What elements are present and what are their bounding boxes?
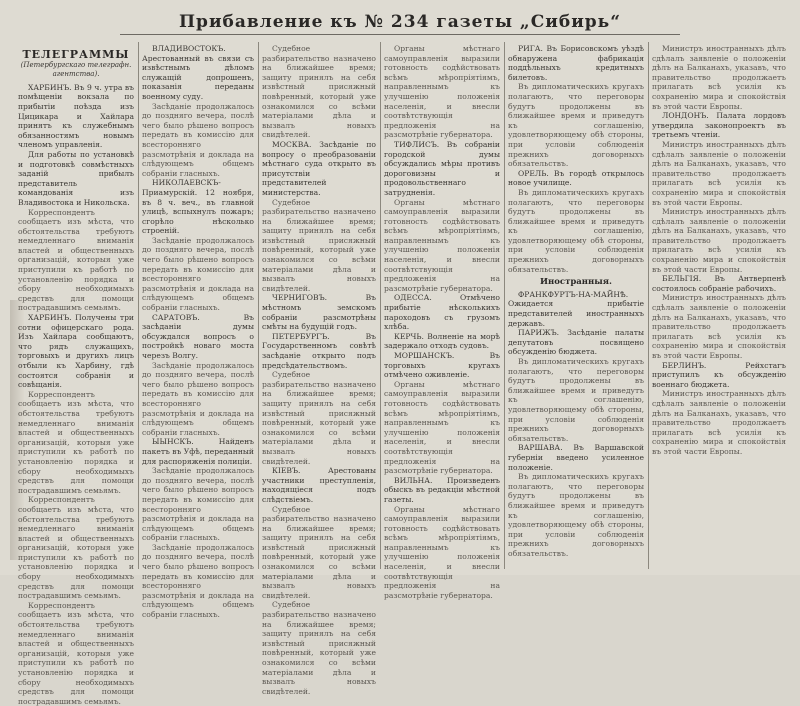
- article-paragraph: ХАРБИНЪ. Получены три сотни офицерскаго рода. Изъ Хайлара сообщаютъ, что рядъ служащихъ, торговыхъ и другихъ лицъ отбыли къ Харбину, гдѣ состоятся собранія и совѣщанія.: [18, 313, 134, 390]
- article-paragraph: ЫЫНСКЪ. Найденъ пакетъ въ Уфѣ, переданный для распоряженія полиціи.: [142, 437, 254, 466]
- article-filler: Въ дипломатическихъ кругахъ полагаютъ, что переговоры будутъ продолжены въ ближайшее время и приведутъ къ соглашенію, удовлетворяющему обѣ стороны, при условіи соблюденія прежнихъ договорныхъ обязательствъ.: [508, 187, 644, 274]
- article-filler: Судебное разбирательство назначено на ближайшее время; защиту принялъ на себя извѣстный присяжный повѣренный, который уже ознакомился со всѣми матеріалами дѣла и вызвалъ новыхъ свидѣтелей.: [262, 370, 376, 466]
- column-4: [384, 44, 500, 600]
- article-filler: Органы мѣстнаго самоуправленія выразили готовность содѣйствовать всѣмъ мѣропріятіямъ, направленнымъ къ улучшенію положенія населенія, и внесли соотвѣтствующія предложенія на разсмотрѣніе губернатора.: [384, 379, 500, 476]
- article-paragraph: ПЕТЕРБУРГЪ. Въ Государственномъ совѣтѣ засѣданіе открыто подъ предсѣдательствомъ.: [262, 331, 376, 370]
- column-3: [262, 44, 376, 696]
- page-title: Прибавление къ № 234 газеты „Сибирь“: [179, 12, 621, 32]
- article-paragraph: САРАТОВЪ. Въ засѣданіи думы обсуждался вопросъ о постройкѣ новаго моста черезъ Волгу.: [142, 312, 254, 360]
- article-paragraph: Для работы по установкѣ и подготовкѣ совмѣстныхъ заданій прибылъ представитель командованія изъ Владивостока и Никольска.: [18, 149, 134, 207]
- article-paragraph: ПАРИЖЪ. Засѣданіе палаты депутатовъ посвящено обсужденію бюджета.: [508, 328, 644, 357]
- column-divider: [380, 42, 381, 569]
- article-filler: Судебное разбирательство назначено на ближайшее время; защиту принялъ на себя извѣстный присяжный повѣренный, который уже ознакомился со всѣми матеріалами дѣла и вызвалъ новыхъ свидѣтелей.: [262, 197, 376, 293]
- article-paragraph: ХАРБИНЪ. Въ 9 ч. утра въ помѣщеніи вокзала по прибытіи поѣзда изъ Цицикара и Хайлара принятъ къ служебнымъ обязанностямъ новымъ членомъ управленія.: [18, 82, 134, 150]
- article-filler: Органы мѣстнаго самоуправленія выразили готовность содѣйствовать всѣмъ мѣропріятіямъ, направленнымъ къ улучшенію положенія населенія, и внесли соотвѣтствующія предложенія на разсмотрѣніе губернатора.: [384, 504, 500, 600]
- article-paragraph: МОСКВА. Засѣданіе по вопросу о преобразованіи мѣстнаго суда открыто въ присутствіи представителей министерства.: [262, 139, 376, 197]
- article-filler: Министръ иностранныхъ дѣлъ сдѣлалъ заявленіе о положеніи дѣлъ на Балканахъ, указавъ, что правительство продолжаетъ прилагать всѣ усилія къ сохраненію мира и спокойствія въ этой части Европы.: [652, 44, 786, 111]
- column-divider: [648, 42, 649, 569]
- article-paragraph: МОРШАНСКЪ. Въ торговыхъ кругахъ отмѣчено оживленіе.: [384, 351, 500, 380]
- column-divider: [258, 42, 259, 569]
- article-paragraph: ЧЕРНИГОВЪ. Въ мѣстномъ земскомъ собраніи разсмотрѣны смѣты на будущій годъ.: [262, 293, 376, 332]
- article-paragraph: ЛОНДОНЪ. Палата лордовъ утвердила законопроектъ въ третьемъ чтеніи.: [652, 111, 786, 140]
- article-filler: Судебное разбирательство назначено на ближайшее время; защиту принялъ на себя извѣстный присяжный повѣренный, который уже ознакомился со всѣми матеріалами дѣла и вызвалъ новыхъ свидѣтелей.: [262, 504, 376, 600]
- article-filler: Засѣданіе продолжалось до поздняго вечера, послѣ чего было рѣшено вопросъ передать въ комиссію для всесторонняго разсмотрѣнія и доклада на слѣдующемъ общемъ собраніи гласныхъ.: [142, 466, 254, 543]
- article-filler: Въ дипломатическихъ кругахъ полагаютъ, что переговоры будутъ продолжены въ ближайшее время и приведутъ къ соглашенію, удовлетворяющему обѣ стороны, при условіи соблюденія прежнихъ договорныхъ обязательствъ.: [508, 82, 644, 169]
- article-filler: Органы мѣстнаго самоуправленія выразили готовность содѣйствовать всѣмъ мѣропріятіямъ, направленнымъ къ улучшенію положенія населенія, и внесли соотвѣтствующія предложенія на разсмотрѣніе губернатора.: [384, 197, 500, 293]
- section-heading: Иностранныя.: [539, 277, 613, 288]
- article-paragraph: ВЛАДИВОСТОКЪ. Арестованный въ связи съ извѣстнымъ дѣломъ служащій допрошенъ, показанія переданы военному суду.: [142, 44, 254, 101]
- article-filler: Министръ иностранныхъ дѣлъ сдѣлалъ заявленіе о положеніи дѣлъ на Балканахъ, указавъ, что правительство продолжаетъ прилагать всѣ усилія къ сохраненію мира и спокойствія въ этой части Европы.: [652, 207, 786, 274]
- article-paragraph: ОРЕЛЬ. Въ городѣ открылось новое училище.: [508, 168, 644, 188]
- column-1: [18, 44, 134, 706]
- article-paragraph: БЕЛЬГІЯ. Въ Антверпенѣ состоялось собраніе рабочихъ.: [652, 274, 786, 293]
- article-filler: Засѣданіе продолжалось до поздняго вечера, послѣ чего было рѣшено вопросъ передать въ комиссію для всесторонняго разсмотрѣнія и доклада на слѣдующемъ общемъ собраніи гласныхъ.: [142, 542, 254, 620]
- masthead-rule: [120, 34, 680, 35]
- article-filler: Засѣданіе продолжалось до поздняго вечера, послѣ чего было рѣшено вопросъ передать въ комиссію для всесторонняго разсмотрѣнія и доклада на слѣдующемъ общемъ собраніи гласныхъ.: [142, 235, 254, 313]
- article-paragraph: РИГА. Въ Борисовскомъ уѣздѣ обнаружена фабрикація поддѣльныхъ кредитныхъ билетовъ.: [508, 44, 644, 82]
- article-filler: Министръ иностранныхъ дѣлъ сдѣлалъ заявленіе о положеніи дѣлъ на Балканахъ, указавъ, что правительство продолжаетъ прилагать всѣ усилія къ сохраненію мира и спокойствія въ этой части Европы.: [652, 139, 786, 207]
- article-filler: Судебное разбирательство назначено на ближайшее время; защиту принялъ на себя извѣстный присяжный повѣренный, который уже ознакомился со всѣми матеріалами дѣла и вызвалъ новыхъ свидѣтелей.: [262, 44, 376, 140]
- article-filler: Корреспондентъ сообщаетъ изъ мѣста, что обстоятельства требуютъ немедленнаго вниманія властей и общественныхъ организацій, которыя уже приступили къ работѣ по установленію порядка и сбору необходимыхъ средствъ для помощи пострадавшимъ семьямъ.: [18, 207, 134, 313]
- article-paragraph: ВИЛЬНА. Произведенъ обыскъ въ редакціи мѣстной газеты.: [384, 475, 500, 504]
- column-2: [142, 44, 254, 620]
- article-paragraph: ОДЕССА. Отмѣчено прибытіе нѣсколькихъ пароходовъ съ грузомъ хлѣба.: [384, 293, 500, 332]
- column-5: [508, 44, 644, 571]
- article-filler: Корреспондентъ сообщаетъ изъ мѣста, что обстоятельства требуютъ немедленнаго вниманія властей и общественныхъ организацій, которыя уже приступили къ работѣ по установленію порядка и сбору необходимыхъ средствъ для помощи пострадавшимъ семьямъ.: [18, 495, 134, 601]
- article-paragraph: ФРАНКФУРТЪ-НА-МАЙНѢ. Ожидается прибытіе представителей иностранныхъ державъ.: [508, 289, 644, 328]
- article-filler: Министръ иностранныхъ дѣлъ сдѣлалъ заявленіе о положеніи дѣлъ на Балканахъ, указавъ, что правительство продолжаетъ прилагать всѣ усилія къ сохраненію мира и спокойствія въ этой части Европы.: [652, 293, 786, 360]
- column-subheading: (Петербургскаго телеграфн. агентства).: [20, 60, 132, 79]
- column-6: [652, 44, 786, 571]
- article-paragraph: НИКОЛАЕВСКЪ-Приамурскій. 12 ноября, въ 8 ч. веч., въ главной улицѣ, вспыхнулъ пожаръ; сгорѣло нѣсколько строеній.: [142, 178, 254, 236]
- article-filler: Засѣданіе продолжалось до поздняго вечера, послѣ чего было рѣшено вопросъ передать въ комиссію для всесторонняго разсмотрѣнія и доклада на слѣдующемъ общемъ собраніи гласныхъ.: [142, 101, 254, 178]
- article-filler: Въ дипломатическихъ кругахъ полагаютъ, что переговоры будутъ продолжены въ ближайшее время и приведутъ къ соглашенію, удовлетворяющему обѣ стороны, при условіи соблюденія прежнихъ договорныхъ обязательствъ.: [508, 472, 644, 558]
- column-heading: ТЕЛЕГРАММЫ: [22, 48, 130, 61]
- article-filler: Судебное разбирательство назначено на ближайшее время; защиту принялъ на себя извѣстный присяжный повѣренный, который уже ознакомился со всѣми матеріалами дѣла и вызвалъ новыхъ свидѣтелей.: [262, 600, 376, 696]
- article-paragraph: ВАРШАВА. Въ Варшавской губерніи введено усиленное положеніе.: [508, 443, 644, 472]
- article-paragraph: КЕРЧЬ. Волненіе на морѣ задержало отходъ судовъ.: [384, 331, 500, 351]
- article-paragraph: КІЕВЪ. Арестованы участники преступленія, находящіеся подъ слѣдствіемъ.: [262, 466, 376, 504]
- article-filler: Въ дипломатическихъ кругахъ полагаютъ, что переговоры будутъ продолжены въ ближайшее время и приведутъ къ соглашенію, удовлетворяющему обѣ стороны, при условіи соблюденія прежнихъ договорныхъ обязательствъ.: [508, 357, 644, 443]
- column-divider: [504, 42, 505, 569]
- masthead: [0, 4, 800, 38]
- article-filler: Министръ иностранныхъ дѣлъ сдѣлалъ заявленіе о положеніи дѣлъ на Балканахъ, указавъ, что правительство продолжаетъ прилагать всѣ усилія къ сохраненію мира и спокойствія въ этой части Европы.: [652, 389, 786, 456]
- column-divider: [138, 42, 139, 569]
- article-filler: Засѣданіе продолжалось до поздняго вечера, послѣ чего было рѣшено вопросъ передать въ комиссію для всесторонняго разсмотрѣнія и доклада на слѣдующемъ общемъ собраніи гласныхъ.: [142, 360, 254, 437]
- article-filler: Органы мѣстнаго самоуправленія выразили готовность содѣйствовать всѣмъ мѣропріятіямъ, направленнымъ къ улучшенію положенія населенія, и внесли соотвѣтствующія предложенія на разсмотрѣніе губернатора.: [384, 44, 500, 140]
- article-filler: Корреспондентъ сообщаетъ изъ мѣста, что обстоятельства требуютъ немедленнаго вниманія властей и общественныхъ организацій, которыя уже приступили къ работѣ по установленію порядка и сбору необходимыхъ средствъ для помощи пострадавшимъ семьямъ.: [18, 600, 134, 706]
- article-paragraph: ТИФЛИСЪ. Въ собраніи городской думы обсуждались мѣры противъ дороговизны и продовольственнаго затрудненія.: [384, 139, 500, 197]
- article-paragraph: БЕРЛИНЪ. Рейхстагъ приступилъ къ обсужденію военнаго бюджета.: [652, 360, 786, 389]
- article-filler: Корреспондентъ сообщаетъ изъ мѣста, что обстоятельства требуютъ немедленнаго вниманія властей и общественныхъ организацій, которыя уже приступили къ работѣ по установленію порядка и сбору необходимыхъ средствъ для помощи пострадавшимъ семьямъ.: [18, 389, 134, 495]
